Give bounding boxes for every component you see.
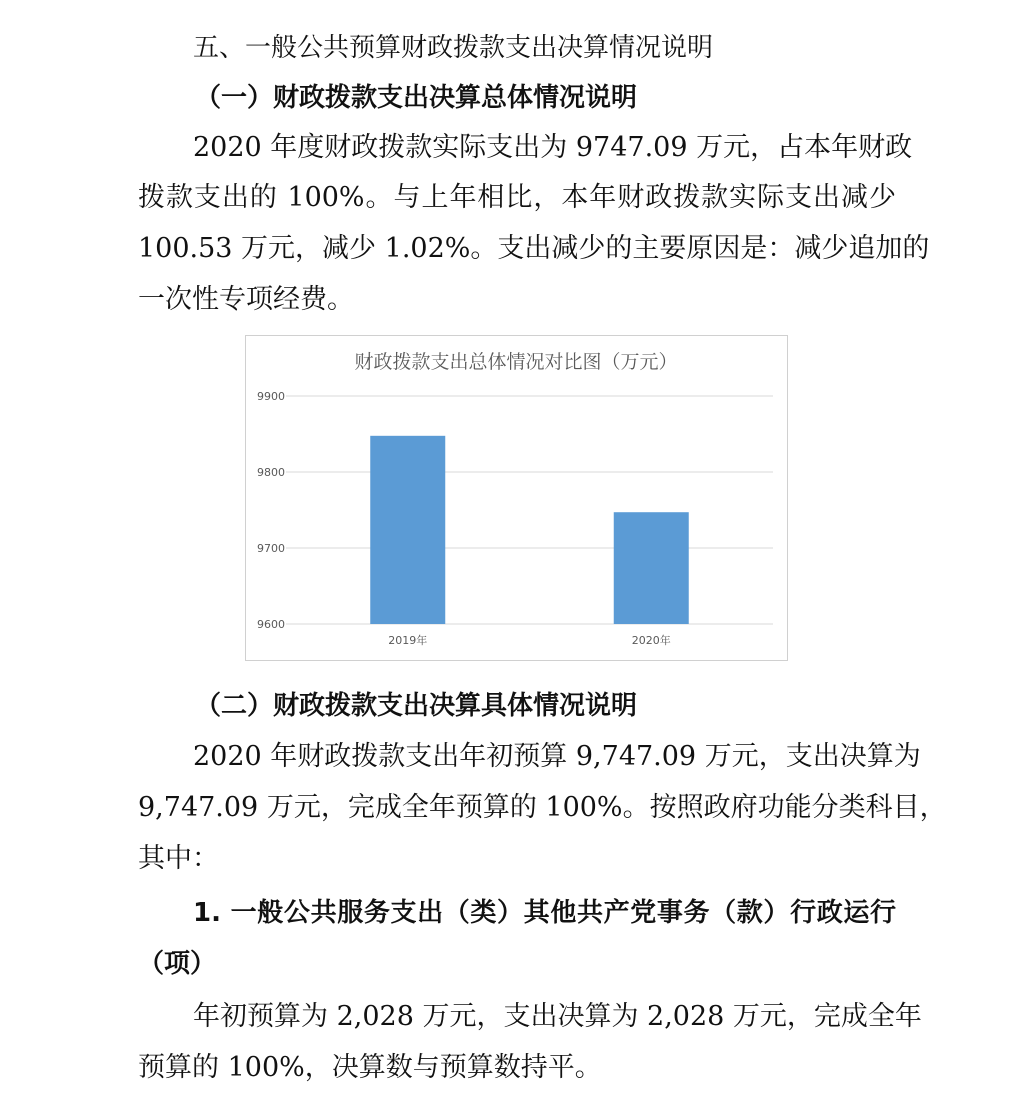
chart-title: 财政拨款支出总体情况对比图（万元）: [354, 351, 678, 373]
y-tick-label: 9800: [257, 466, 285, 479]
item1-heading-continued: （项）: [138, 949, 217, 979]
chart-x-axis: [388, 633, 671, 647]
item1-paragraph-line: 年初预算为 2,028 万元，支出决算为 2,028 万元，完成全年: [193, 1001, 922, 1032]
x-tick-label: 2019年: [388, 634, 428, 647]
section-heading: 五、一般公共预算财政拨款支出决算情况说明: [193, 33, 714, 63]
chart-y-axis: [257, 390, 285, 631]
part1-paragraph-line: 一次性专项经费。: [138, 284, 354, 315]
item1-heading: 1. 一般公共服务支出（类）其他共产党事务（款）行政运行: [193, 898, 896, 928]
part1-paragraph-line: 100.53 万元，减少 1.02%。支出减少的主要原因是：减少追加的: [138, 233, 930, 264]
chart-bars: [370, 436, 689, 624]
bar-2020年: [614, 512, 689, 624]
part2-heading: （二）财政拨款支出决算具体情况说明: [195, 691, 638, 721]
chart-gridlines: [286, 396, 773, 624]
part1-paragraph-line: 拨款支出的 100%。与上年相比，本年财政拨款实际支出减少: [138, 182, 896, 213]
y-tick-label: 9900: [257, 390, 285, 403]
part1-heading: （一）财政拨款支出决算总体情况说明: [195, 83, 638, 113]
item1-paragraph-line: 预算的 100%，决算数与预算数持平。: [138, 1052, 602, 1083]
y-tick-label: 9600: [257, 618, 285, 631]
part2-paragraph-line: 2020 年财政拨款支出年初预算 9,747.09 万元，支出决算为: [193, 741, 921, 772]
part2-paragraph-line: 9,747.09 万元，完成全年预算的 100%。按照政府功能分类科目，: [138, 792, 947, 823]
x-tick-label: 2020年: [631, 634, 671, 647]
chart-canvas: [246, 336, 787, 660]
bar-2019年: [370, 436, 445, 624]
expenditure-comparison-chart: [245, 335, 788, 661]
part2-paragraph-line: 其中：: [138, 843, 219, 874]
y-tick-label: 9700: [257, 542, 285, 555]
part1-paragraph-line: 2020 年度财政拨款实际支出为 9747.09 万元，占本年财政: [193, 132, 913, 163]
